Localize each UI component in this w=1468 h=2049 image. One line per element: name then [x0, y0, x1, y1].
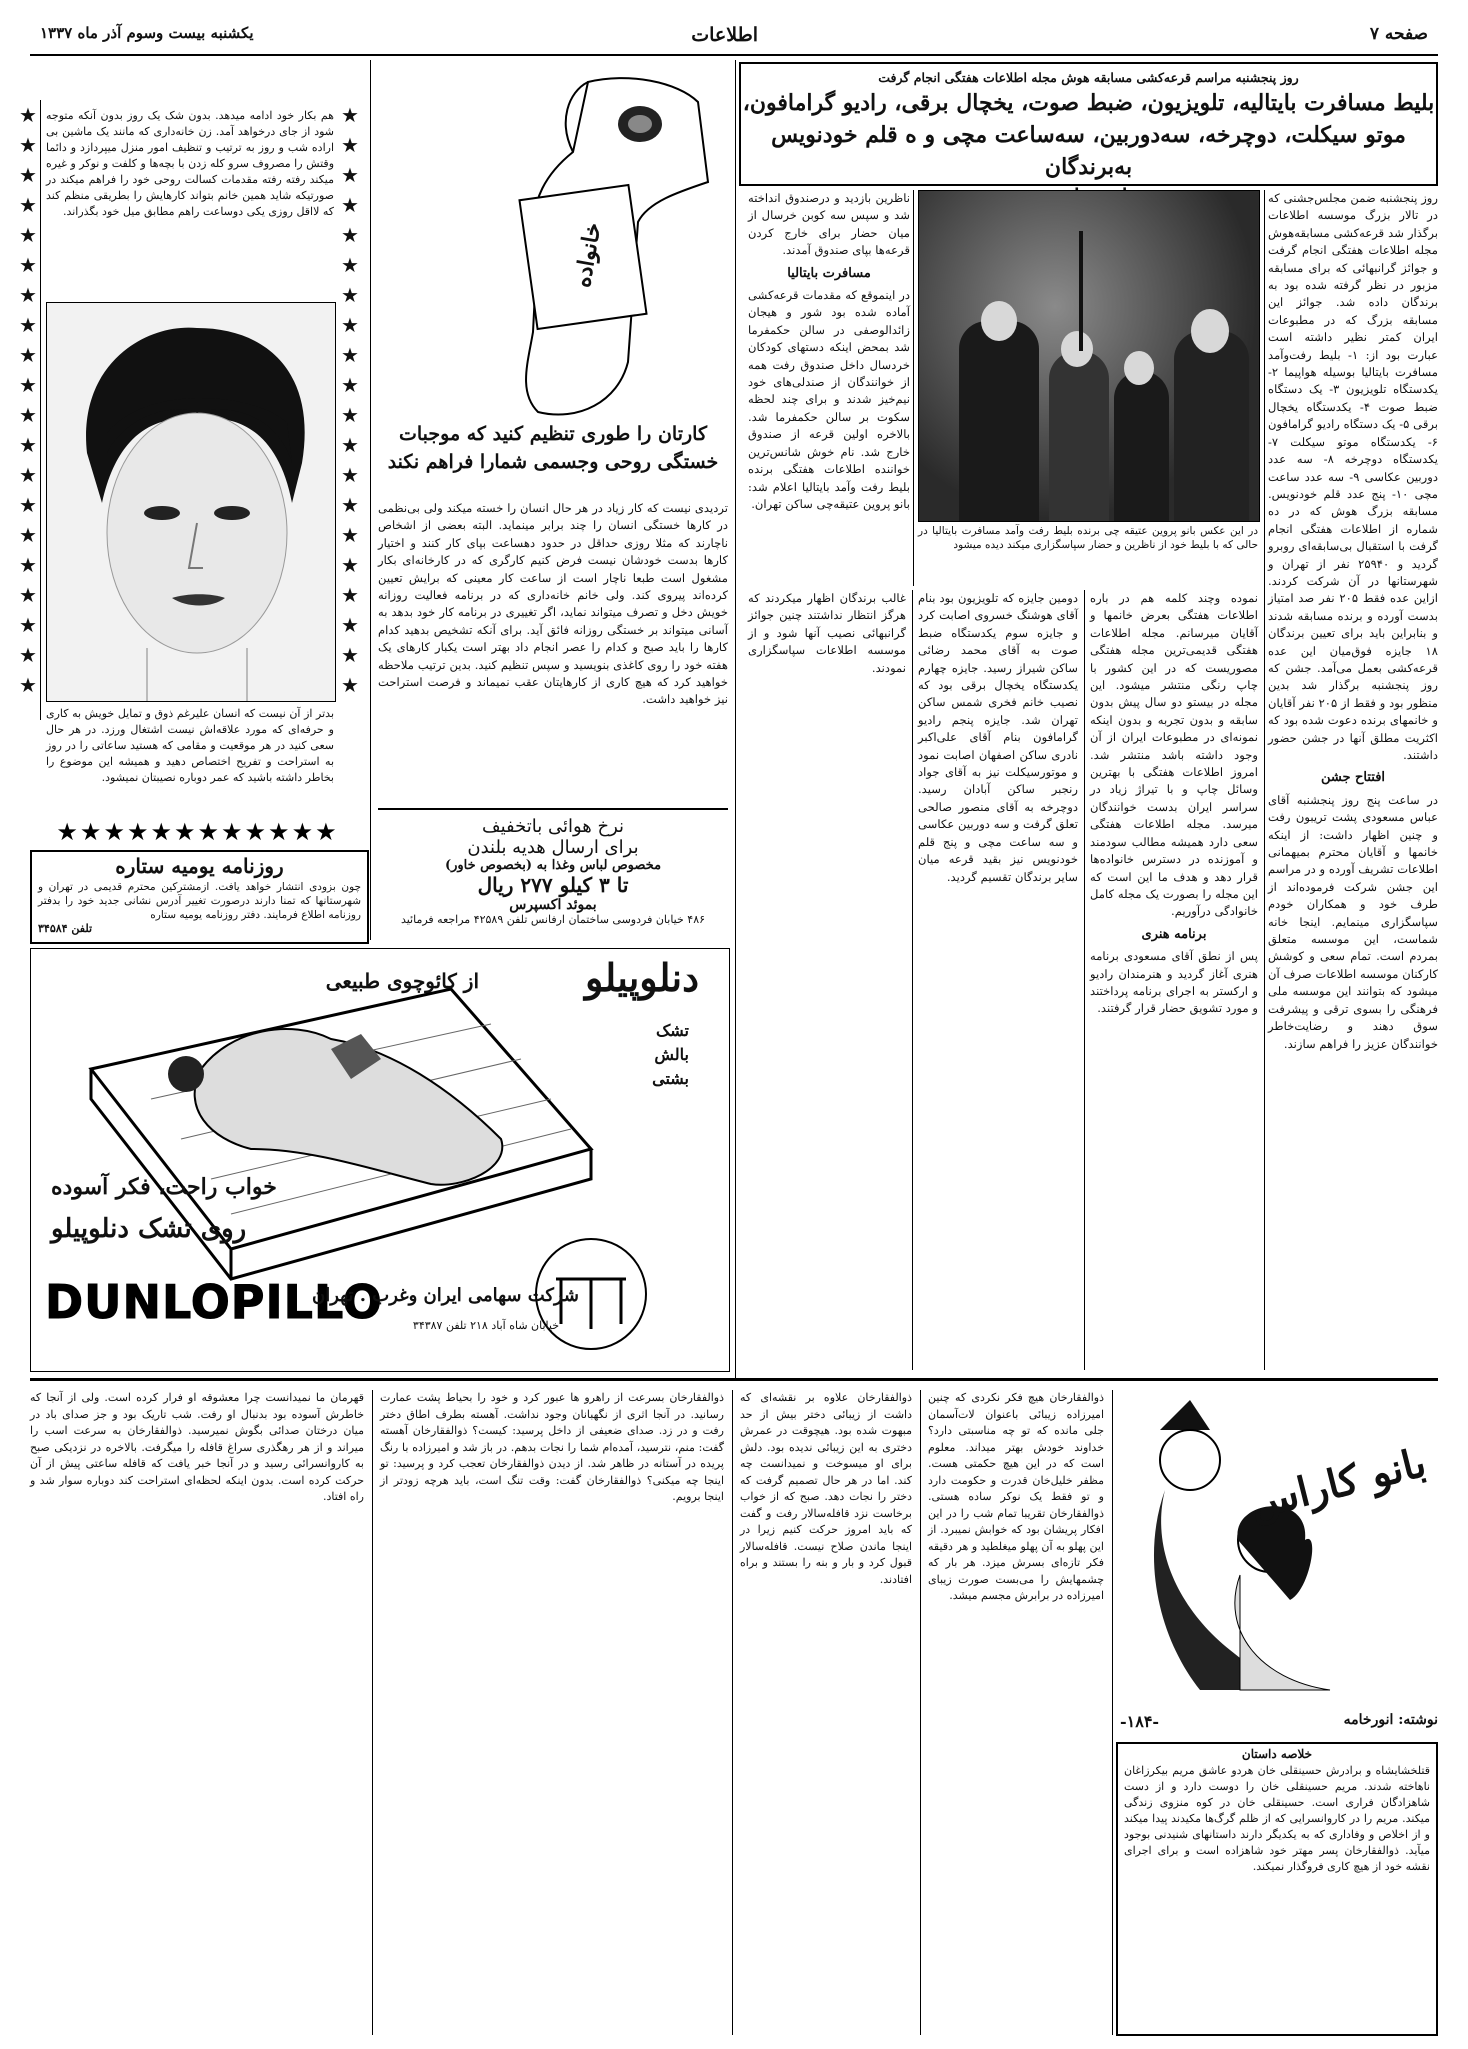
lottery-text: دومین جایزه که تلویزیون بود بنام آقای هوشنگ خسروی اصابت کرد و جایزه سوم یکدستگاه ضبط صوت به آقای محمد رضائی ساکن شیراز رسید. جایزه چهارم یکدستگاه یخچال برقی بود که نصیب خانم فخری شمس ساکن تهران شد. جایزه پنجم رادیو گرامافون بنام آقای علی‌اکبر نادری ساکن اصفهان اصابت نمود و موتورسیکلت نیز به آقای جواد رنجبر ساکن آبادان رسید. دوچرخه به آقای منصور صالحی تعلق گرفت و سه دوربین عکاسی و سه ساعت مچی و پنج قلم خودنویس نیز بقید قرعه میان سایر برندگان تقسیم گردید.	[918, 591, 1078, 884]
serial-episode: -۱۸۴-	[1120, 1712, 1160, 1731]
ceremony-photo	[918, 190, 1260, 522]
serial-illustration	[1120, 1390, 1438, 1710]
dunlop-brand-fa: دنلوپیلو	[585, 955, 699, 1000]
star-column-left: ★ ★ ★ ★ ★ ★ ★ ★ ★ ★ ★ ★ ★ ★ ★ ★ ★ ★ ★ ★	[19, 103, 37, 697]
dunlop-item: تشک	[655, 1021, 689, 1040]
lottery-headline-1: بلیط مسافرت بایتالیه، تلویزیون، ضبط صوت، یخچال برقی، رادیو گرامافون،	[742, 90, 1435, 116]
lottery-text: روز پنجشنبه ضمن مجلس‌جشنی که در تالار بزرگ موسسه اطلاعات برگذار شد قرعه‌کشی مسابقه‌هوش مجله اطلاعات هفتگی انجام گرفت و جوائز گرانبهائی که برای مسابقه مزبور در نظر گرفته شده بود به برندگان داده شد. جوائز این مسابقه بزرگ که در مطبوعات ایران کمتر نظیر داشته است عبارت بود از: ۱- بلیط رفت‌وآمد مسافرت بایتالیا بوسیله هواپیما ۲- یکدستگاه تلویزیون ۳- یک دستگاه ضبط صوت ۴- یکدستگاه یخچال برقی ۵- یک دستگاه رادیو گرامافون ۶- یکدستگاه موتو سیکلت ۷- یکدستگاه دوچرخه ۸- سه عدد دوربین عکاسی ۹- سه عدد ساعت مچی ۱۰- پنج عدد قلم خودنویس. مسابقه بزرگ هوش که در ده شماره از اطلاعات هفتگی انجام گرفت با استقبال بی‌سابقه‌ای روبرو گردید و ۲۵۹۴۰ نفر از تهران و شهرستانها در آن شرکت کردند. ازاین عده فقط ۲۰۵ نفر صد امتیاز بدست آورده و برنده مسابقه شدند و بنابراین باید برای تعیین برندگان ۱۸ جایزه فوق‌میان این عده قرعه‌کشی بعمل می‌آمد. جشن که روز پنجشنبه برگذار شد بدین منظور بود و فقط از ۲۰۵ نفر آقایان و خانمهای برنده دعوت شده بود که اکثریت مطلق آنها در جشن حضور داشتند.	[1268, 191, 1439, 762]
column-rule	[732, 1390, 733, 2035]
lottery-text: در اینموقع که مقدمات قرعه‌کشی آماده شده بود شور و هیجان زائدالوصفی در سالن حکمفرما شد بمحض اینکه دستهای کودکان خردسال داخل صندوق رفت همه از خوانندگان از صندلی‌های خود نیم‌خیز شدند و برای چند لحظه سکوت بر سالن حکمفرما شد. بالاخره اولین قرعه از صندوق خارج شد. نام خوش شانس‌ترین خواننده اطلاعات هفتگی برنده بلیط رفت وآمد بایتالیا اعلام شد: بانو پروین عتیقه‌چی ساکن تهران.	[748, 288, 910, 511]
column-rule	[913, 190, 914, 586]
card-label: خانواده	[569, 220, 607, 290]
ad-setareh	[30, 850, 369, 944]
ad-carton-title: کارتان را طوری تنظیم کنید که موجبات خستگی روحی وجسمی شمارا فراهم نکند	[387, 423, 719, 473]
lottery-text: در ساعت پنج روز پنجشنبه آقای عباس مسعودی پشت تریبون رفت و چنین اظهار داشت: از اینکه خانمها و آقایان محترم بمیهمانی اطلاعات تشریف آورده و در مراسم این جشن شرکت فرموده‌اند از طرف خود و همکاران خودم سپاسگزاری مینمایم. اینجا خانه شماست، این موسسه متعلق بمردم است. تمام سعی و کوشش کارکنان موسسه اطلاعات صرف آن میشود که بتوانند این موسسه ملی فرهنگی را بسوی ترقی و پیشرفت سوق دهند و رضایت‌خاطر خوانندگان عزیز را فراهم سازند.	[1268, 792, 1438, 1051]
airfare-line-2: برای ارسال هدیه بلندن	[467, 837, 639, 858]
ad-carton-body: تردیدی نیست که کار زیاد در هر حال انسان را خسته میکند ولی بی‌نظمی در کارها خستگی انسان را چند برابر مینماید. البته بعضی از اشخاص ناچارند که مثلا روزی حداقل در حدود دهساعت بپای کار کنند و اختیار کارها بدست خودشان نیست فرض کنیم کارگری که در کارخانه‌ای بکار مشغول است طبعا ناچار است از ساعت کار معینی که برایش تعیین کرده‌اند پیروی کند. ولی خانم خانه‌داری که در برنامه فعالیت روزانه خویش دخل و تصرف میتواند نماید، اگر تغییری در برنامه کار خود بدهد به آسانی میتواند بر خستگی روزانه فائق آید. برای آنکه تشخیص بدهید کدام کارها را باید صبح و کدام را عصر انجام داد بهتر است یکبار کارهای یک هفته خود را روی کاغذی بنویسید و سپس تنظیم کنید. بدین ترتیب ملاحظه خواهید کرد که هیچ کاری از کارهایتان عقب نمیماند و فرصت استراحت نیز خواهید داشت.	[378, 501, 728, 707]
ad-dunlopillo	[30, 948, 730, 1372]
serial-drawing	[1120, 1390, 1438, 1710]
airfare-line-3: مخصوص لباس وغذا به (بخصوص خاور)	[444, 858, 662, 873]
lottery-text: غالب برندگان اظهار میکردند که هرگز انتظار نداشتند چنین جوائز گرانبهائی نصیب آنها شود و از موسسه اطلاعات سپاسگزاری نمودند.	[748, 591, 906, 675]
dunlop-company-address: خیابان شاه آباد ۲۱۸ تلفن ۳۴۳۸۷	[412, 1319, 559, 1332]
column-rule	[1084, 590, 1085, 1370]
serial-column-1: ذوالفقارخان هیچ فکر نکردی که چنین امیرزاده زیبائی باعنوان لات‌آسمان جلی مانده که تو چه مناسبتی دارد؟ خداوند خودش بهتر میداند. معلوم است که در این هیچ حکمتی هست. مظفر خلیل‌خان قدرت و حکومت دارد و تو فقط یک نوکر ساده هستی. ذوالفقارخان تقریبا تمام شب را در این افکار پریشان بود که خوابش نمیبرد. از این پهلو به آن پهلو میغلطید و هر دقیقه فکر تازه‌ای بسرش میزد. هر بار که چشمهایش را می‌بست صورت زیبای امیرزاده در برابرش مجسم میشد.	[928, 1391, 1104, 1602]
lottery-column-b	[1090, 590, 1258, 1370]
ad-beauty-text-top: هم بکار خود ادامه میدهد. بدون شک یک روز بدون آنکه متوجه شود از جای درخواهد آمد. زن خانه‌داری که مانند یک ماشین بی اراده شب و روز به ترتیب و تنظیف امور منزل میپردازد و دائما وقتش را مصروف سرو کله زدن با بچه‌ها و کلفت و نوکر و غیره میکند رفته رفته مقدمات کسالت روحی خود را فراهم میکند در صورتیکه شاید همین خانم بتواند کارهایش را بطریقی منظم کند که لااقل روزی یکی دوساعت راهم مطابق میل خود بگذراند.	[46, 109, 334, 218]
page-number: صفحه ۷	[1369, 24, 1428, 44]
column-rule	[735, 60, 736, 1378]
column-rule	[920, 1390, 921, 2035]
dunlop-brand-en: DUNLOPILLO	[45, 1275, 383, 1329]
lottery-column-e	[748, 590, 906, 1370]
serial-byline	[1120, 1712, 1438, 1736]
woman-portrait	[46, 302, 336, 702]
dunlop-company: شرکت سهامی ایران وغرب . تهران	[312, 1285, 579, 1306]
hand-illustration	[378, 62, 728, 422]
subhead-opening: افتتاح جشن	[1320, 770, 1386, 786]
airfare-address: ۴۸۶ خیابان فردوسی ساختمان ارفانس تلفن ۴۲۵۸۹ مراجعه فرمائید	[400, 913, 706, 926]
ad-airfare	[378, 808, 728, 940]
summary-title: خلاصه داستان	[1241, 1747, 1313, 1761]
serial-column-4: قهرمان ما نمیدانست چرا معشوقه او فرار کرده است. ولی از آنجا که خاطرش آسوده بود بدنبال او رفت. شب تاریک بود و جز صدای باد در میان درختان صدائی بگوش نمیرسید. ذوالفقارخان به سرعت اسب را میراند و از هر رهگذری سراغ قافله را میگرفت. بالاخره در نزدیکی صبح به کاروانسرائی رسید و در آنجا خبر یافت که قافله ساعتی پیش از آن حرکت کرده است. بدون اینکه لحظه‌ای استراحت کند دوباره سوار شد و راه افتاد.	[30, 1391, 365, 1503]
airfare-line-5: بموئد اکسپرس	[509, 897, 597, 913]
star-row: ★★★★★★★★★★★★	[56, 818, 339, 846]
lottery-headline-box	[739, 62, 1438, 186]
dunlop-items	[652, 1019, 689, 1091]
column-rule	[1264, 190, 1265, 1370]
lottery-column-a	[1268, 190, 1438, 1370]
lottery-column-c	[748, 190, 910, 586]
section-rule	[30, 1378, 1438, 1381]
column-rule	[370, 60, 371, 940]
dunlop-slogan-2: روی تشک دنلوپیلو	[51, 1214, 247, 1244]
setareh-title: روزنامه یومیه ستاره	[115, 854, 284, 878]
subhead-italy: مسافرت بایتالیا	[787, 265, 871, 281]
serial-summary: قتلخشایشاه و برادرش حسینقلی خان هردو عاشق مریم بیکرزاغان ناهاخته شدند. مریم حسینقلی خان را دوست دارد و از دست شاهزادگان فراری است. حسینقلی خان در کوه منزوی زندگی میکند. مریم را در کاروانسرایی که از ظلم گرگ‌ها مکیدند پیدا میکند و از اخلاص و وفاداری که به یکدیگر دارند داستانهای شنیدنی بوجود میآید. ذوالفقارخان پسر مهتر خود شاهزاده است و برای اجرای نقشه خود از هیچ کاری فروگذار نمیکند.	[1124, 1764, 1430, 1873]
lottery-headline-2: موتو سیکلت، دوچرخه، سه‌دوربین، سه‌ساعت مچی و ه قلم خودنویس به‌برندگان	[771, 122, 1406, 180]
lottery-kicker: روز پنجشنبه مراسم قرعه‌کشی مسابقه هوش مجله اطلاعات هفتگی انجام گرفت	[878, 70, 1299, 85]
photo-caption: در این عکس بانو پروین عتیقه چی برنده بلیط رفت وآمد مسافرت بایتالیا در حالی که با بلیط خود از ناظرین و حضار سپاسگزاری میکند دیده میشود	[918, 525, 1258, 551]
airfare-line-4: تا ۳ کیلو ۲۷۷ ریال	[477, 873, 629, 897]
dunlop-subtitle: از کائوچوی طبیعی	[325, 969, 479, 993]
column-rule	[912, 590, 913, 1370]
lottery-text: ناظرین بازدید و درصندوق انداخته شد و سپس سه کوبن خرسال از میان حضار برای خارج کردن قرعه‌ها بپای صندوق آمدند.	[748, 191, 910, 258]
portrait-drawing	[47, 303, 335, 701]
serial-column-2: ذوالفقارخان علاوه بر نقشه‌ای که داشت از زیبائی دختر بیش از حد مبهوت شده بود. هیچوقت در عمرش دختری به این زیبائی ندیده بود. دلش برای او میسوخت و نمیدانست چه کند. اما در هر حال تصمیم گرفت که دختر را نجات دهد. صبح که از خواب برخاست نزد قافله‌سالار رفت و گفت که باید امروز حرکت کنیم زیرا در اینجا ماندن صلاح نیست. قافله‌سالار قبول کرد و بار و بنه را بستند و براه افتادند.	[740, 1391, 912, 1586]
lottery-text: پس از نطق آقای مسعودی برنامه هنری آغاز گردید و هنرمندان رادیو و ارکستر به اجرای برنامه پرداختند و مورد تشویق حضار قرار گرفتند.	[1090, 949, 1258, 1016]
serial-author: نوشته: انورخامه	[1343, 1712, 1438, 1728]
serial-summary-box	[1116, 1742, 1438, 2036]
serial-title: بانو کاراس	[1245, 1438, 1432, 1529]
star-column-right: ★ ★ ★ ★ ★ ★ ★ ★ ★ ★ ★ ★ ★ ★ ★ ★ ★ ★ ★ ★	[341, 103, 359, 697]
setareh-body: چون بزودی انتشار خواهد یافت. ازمشترکین محترم قدیمی در تهران و شهرستانها که تمنا دارند درصورت تغییر آدرس نشانی جدید خود را بدفتر روزنامه اطلاع فرمایند. دفتر روزنامه یومیه ستاره	[38, 881, 361, 921]
hand-card-drawing	[378, 62, 728, 422]
serial-column-3: ذوالفقارخان بسرعت از راهرو ها عبور کرد و خود را بحیاط پشت عمارت رسانید. در آنجا اثری از نگهبانان وجود نداشت. آهسته بطرف اطاق دختر رفت و در زد. صدای ضعیفی از داخل پرسید: کیست؟ ذوالفقارخان آهسته گفت: منم، نترسید، آمده‌ام شما را نجات بدهم. در باز شد و امیرزاده با رنگ پریده در آستانه در ظاهر شد. از دیدن ذوالفقارخان تعجب کرد و پرسید: تو اینجا چه میکنی؟ ذوالفقارخان گفت: وقت تنگ است، باید هرچه زودتر از اینجا برویم.	[380, 1391, 724, 1503]
issue-date: یکشنبه بیست وسوم آذر ماه ۱۳۳۷	[40, 24, 254, 42]
column-rule	[1112, 1390, 1113, 2035]
dunlop-item: بالش	[654, 1045, 689, 1064]
lottery-column-d	[918, 590, 1078, 1370]
ad-beauty-text-bottom: بدتر از آن نیست که انسان علیرغم ذوق و تمایل خویش به کاری و حرفه‌ای که مورد علاقه‌اش نیست اشتغال ورزد. در هر حال سعی کنید در هر موقعیت و مقامی که هستید ساعاتی را در روز به استراحت و تفریح اختصاص دهید و همیشه این موضوع را بخاطر داشته باشید که عمر دوباره نصیبتان نمیشود.	[46, 707, 334, 784]
lottery-text: نموده وچند کلمه هم در باره اطلاعات هفتگی بعرض خانمها و آقایان میرسانم. مجله اطلاعات هفتگی قدیمی‌ترین مجله هفتگی مصوریست که در این کشور با چاپ رنگی منتشر میشود. این مجله در بیستو دو سال پیش بدون سابقه و بدون تجربه و بدون اینکه نمونه‌ای در مطبوعات ایران از آن وجود داشته باشد منتشر شد. امروز اطلاعات هفتگی با بهترین وسائل چاپ و با تیراژ زیاد در سراسر ایران بدست خوانندگان میرسد. مجله اطلاعات هفتگی سعی دارد همیشه مطالب سودمند و آموزنده در دسترس خانواده‌ها قرار دهد و هدف ما این است که این مجله را بصورت یک مجله کامل خانوادگی درآوریم.	[1090, 591, 1258, 919]
paper-name: اطلاعات	[691, 24, 758, 46]
subhead-program: برنامه هنری	[1141, 926, 1207, 942]
ad-carton-title-box	[378, 420, 728, 490]
airfare-line-1: نرخ هوائی باتخفیف	[481, 816, 625, 837]
column-rule	[372, 1390, 373, 2035]
dunlop-slogan-1: خواب راحت، فکر آسوده	[51, 1174, 277, 1200]
setareh-phone: تلفن ۳۴۵۸۴	[38, 922, 93, 935]
dunlop-item: بشتی	[652, 1069, 689, 1088]
running-header	[30, 14, 1438, 56]
